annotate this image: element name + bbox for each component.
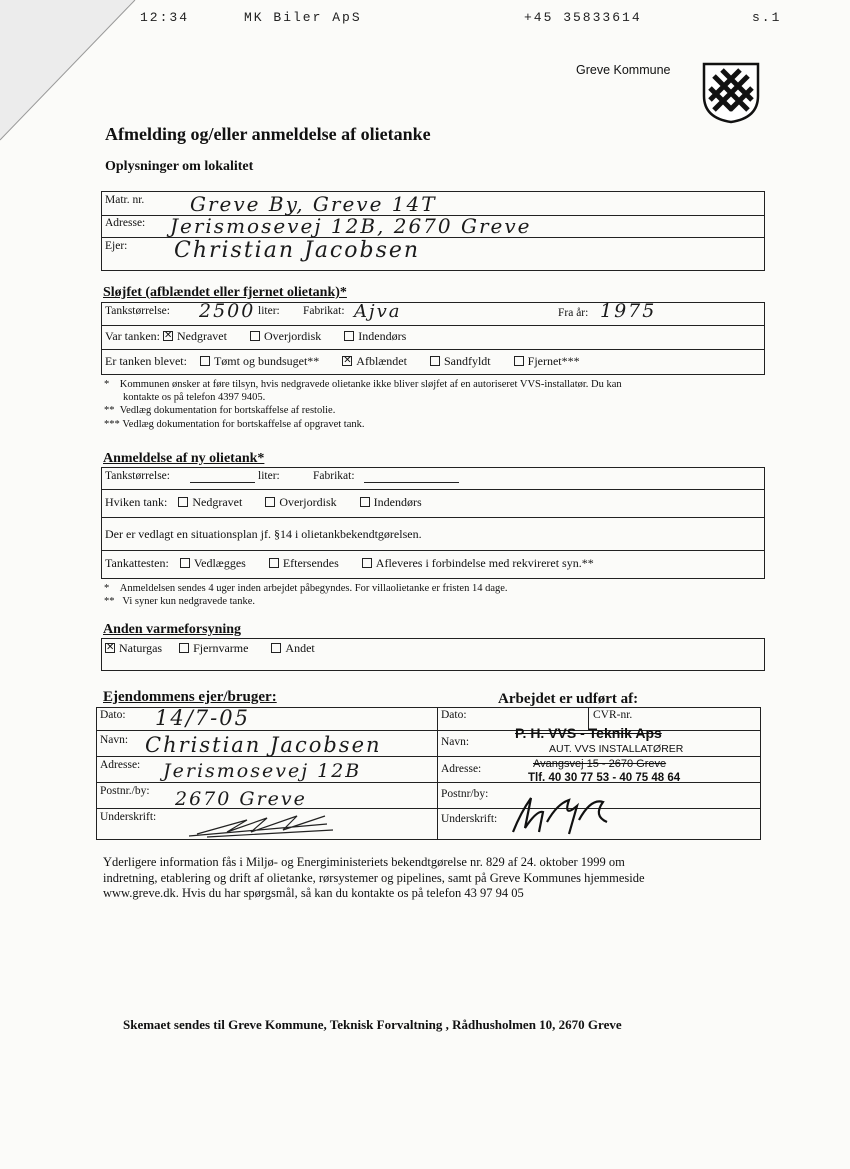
var-opt1: Nedgravet <box>176 329 227 343</box>
heating-andet-checkbox[interactable] <box>271 643 281 653</box>
adresse-label: Adresse: <box>105 217 146 229</box>
fax-sender: MK Biler ApS <box>244 10 362 25</box>
heating-opt2: Fjernvarme <box>193 641 249 655</box>
blevet-label: Er tanken blevet: <box>105 354 187 368</box>
owner-signature <box>187 810 337 840</box>
fax-phone: +45 35833614 <box>524 10 642 25</box>
new-note-1: * Anmeldelsen sendes 4 uger inden arbejdet påbegyndes. For villaolietanke er fristen 14 dage. <box>104 583 508 594</box>
matr-value: Greve By, Greve 14T <box>190 192 437 216</box>
var-indendors-checkbox[interactable] <box>344 331 354 341</box>
test-afleveres-checkbox[interactable] <box>362 558 372 568</box>
contractor-dato-label: Dato: <box>441 709 467 721</box>
info-line-3: www.greve.dk. Hvis du har spørgsmål, så kan du kontakte os på telefon 43 97 94 05 <box>103 886 524 900</box>
test-opt2: Eftersendes <box>282 556 339 570</box>
new-tank-heading: Anmeldelse af ny olietank* <box>103 451 265 466</box>
test-opt1: Vedlægges <box>193 556 246 570</box>
contractor-postnr-label: Postnr/by: <box>441 788 489 800</box>
contractor-navn-label: Navn: <box>441 736 470 748</box>
removed-size-label: Tankstørrelse: <box>105 305 170 317</box>
blevet-sandfyldt-checkbox[interactable] <box>430 356 440 366</box>
removed-note-2: ** Vedlæg dokumentation for bortskaffelse af restolie. <box>104 405 336 416</box>
blevet-opt2: Afblændet <box>356 354 407 368</box>
owner-adresse-value: Jerismosevej 12B <box>163 760 362 782</box>
var-label: Var tanken: <box>105 329 160 343</box>
heating-naturgas-checkbox[interactable]: ✕ <box>106 642 115 654</box>
removed-year-label: Fra år: <box>558 307 589 319</box>
footer-address: Skemaet sendes til Greve Kommune, Teknisk Forvaltning , Rådhusholmen 10, 2670 Greve <box>123 1017 622 1032</box>
kind-nedgravet-checkbox[interactable] <box>178 497 188 507</box>
test-row <box>105 556 594 571</box>
contractor-signature <box>507 792 617 840</box>
blevet-tomt-checkbox[interactable] <box>200 356 210 366</box>
removed-note-3: *** Vedlæg dokumentation for bortskaffelse af opgravet tank. <box>104 419 365 430</box>
blevet-afblaendet-checkbox[interactable]: ✕ <box>343 355 352 367</box>
removed-size-value: 2500 <box>199 300 256 322</box>
heating-row <box>105 641 315 656</box>
matr-label: Matr. nr. <box>105 194 145 206</box>
kind-label: Hviken tank: <box>105 495 168 509</box>
info-text <box>103 855 645 902</box>
owner-dato-label: Dato: <box>100 709 126 721</box>
blevet-opt3: Sandfyldt <box>443 354 491 368</box>
greve-coat-of-arms-icon <box>702 62 760 124</box>
removed-heading: Sløjfet (afblændet eller fjernet olietank)* <box>103 285 347 300</box>
owner-postnr-value: 2670 Greve <box>175 788 307 810</box>
removed-box <box>101 302 765 375</box>
company-stamp-name: P. H. VVS - Teknik Aps <box>515 725 662 741</box>
var-opt2: Overjordisk <box>263 329 322 343</box>
blevet-opt1: Tømt og bundsuget** <box>213 354 320 368</box>
test-label: Tankattesten: <box>105 556 169 570</box>
new-maker-field[interactable] <box>364 482 459 483</box>
heating-opt1: Naturgas <box>119 641 163 655</box>
removed-size-unit: liter: <box>258 305 280 317</box>
info-line-2: indretning, etablering og drift af olietanke, rørsystemer og pipelines, samt på Greve Kommunes hjemmeside <box>103 870 645 885</box>
kind-opt1: Nedgravet <box>192 495 243 509</box>
kind-indendors-checkbox[interactable] <box>360 497 370 507</box>
company-stamp-line2: AUT. VVS INSTALLATØRER <box>549 743 684 755</box>
var-opt3: Indendørs <box>358 329 407 343</box>
locality-heading: Oplysninger om lokalitet <box>105 159 254 174</box>
company-stamp-line3: Avangsvej 15 - 2670 Greve <box>533 758 667 770</box>
owner-heading: Ejendommens ejer/bruger: <box>103 689 277 705</box>
ejer-label: Ejer: <box>105 240 128 252</box>
test-vedlaegges-checkbox[interactable] <box>180 558 190 568</box>
kind-row <box>105 495 422 510</box>
removed-note-1: * Kommunen ønsker at føre tilsyn, hvis nedgravede olietanke ikke bliver sløjfet af en autoriseret VVS-installatør. Du kan <box>104 379 622 390</box>
removed-maker-value: Ajva <box>354 301 402 322</box>
kind-opt2: Overjordisk <box>279 495 337 509</box>
kind-opt3: Indendørs <box>373 495 422 509</box>
info-line-1: Yderligere information fås i Miljø- og Energiministeriets bekendtgørelse nr. 829 af 24. oktober 1999 om <box>103 855 625 869</box>
company-stamp-line4: Tlf. 40 30 77 53 - 40 75 48 64 <box>528 772 681 784</box>
owner-navn-value: Christian Jacobsen <box>145 733 382 757</box>
heating-opt3: Andet <box>285 641 315 655</box>
contractor-heading: Arbejdet er udført af: <box>498 691 639 707</box>
owner-navn-label: Navn: <box>100 734 129 746</box>
fax-time: 12:34 <box>140 10 190 25</box>
new-size-label: Tankstørrelse: <box>105 470 170 482</box>
var-nedgravet-checkbox[interactable]: ✕ <box>163 330 173 342</box>
var-overjordisk-checkbox[interactable] <box>250 331 260 341</box>
new-note-2: ** Vi syner kun nedgravede tanke. <box>104 596 255 607</box>
fax-page: s.1 <box>752 10 782 25</box>
new-size-field[interactable] <box>190 482 255 483</box>
blevet-opt4: Fjernet*** <box>527 354 580 368</box>
ejer-value: Christian Jacobsen <box>174 238 421 263</box>
heating-heading: Anden varmeforsyning <box>103 622 242 637</box>
new-size-unit: liter: <box>258 470 280 482</box>
page-title: Afmelding og/eller anmeldelse af olietanke <box>105 124 431 144</box>
situation-plan-text: Der er vedlagt en situationsplan jf. §14 i olietankbekendtgørelsen. <box>105 527 422 541</box>
contractor-adresse-label: Adresse: <box>441 763 482 775</box>
owner-underskrift-label: Underskrift: <box>100 811 157 823</box>
locality-box <box>101 191 765 271</box>
new-maker-label: Fabrikat: <box>313 470 355 482</box>
kind-overjordisk-checkbox[interactable] <box>265 497 275 507</box>
heating-box <box>101 638 765 671</box>
owner-dato-value: 14/7-05 <box>155 706 250 730</box>
owner-postnr-label: Postnr./by: <box>100 785 150 797</box>
contractor-cvr-label: CVR-nr. <box>593 709 633 721</box>
heating-fjernvarme-checkbox[interactable] <box>179 643 189 653</box>
test-opt3: Afleveres i forbindelse med rekvireret syn.** <box>375 556 594 570</box>
var-tanken-row <box>105 329 406 344</box>
removed-note-1b: kontakte os på telefon 4397 9405. <box>123 392 266 403</box>
new-tank-box <box>101 467 765 579</box>
adresse-value: Jerismosevej 12B, 2670 Greve <box>170 214 532 238</box>
contractor-underskrift-label: Underskrift: <box>441 813 498 825</box>
er-tanken-blevet-row <box>105 354 580 369</box>
blevet-fjernet-checkbox[interactable] <box>514 356 524 366</box>
test-eftersendes-checkbox[interactable] <box>269 558 279 568</box>
signature-table <box>96 707 761 840</box>
removed-year-value: 1975 <box>600 300 657 322</box>
removed-maker-label: Fabrikat: <box>303 305 345 317</box>
owner-adresse-label: Adresse: <box>100 759 141 771</box>
municipality-name: Greve Kommune <box>576 63 671 77</box>
